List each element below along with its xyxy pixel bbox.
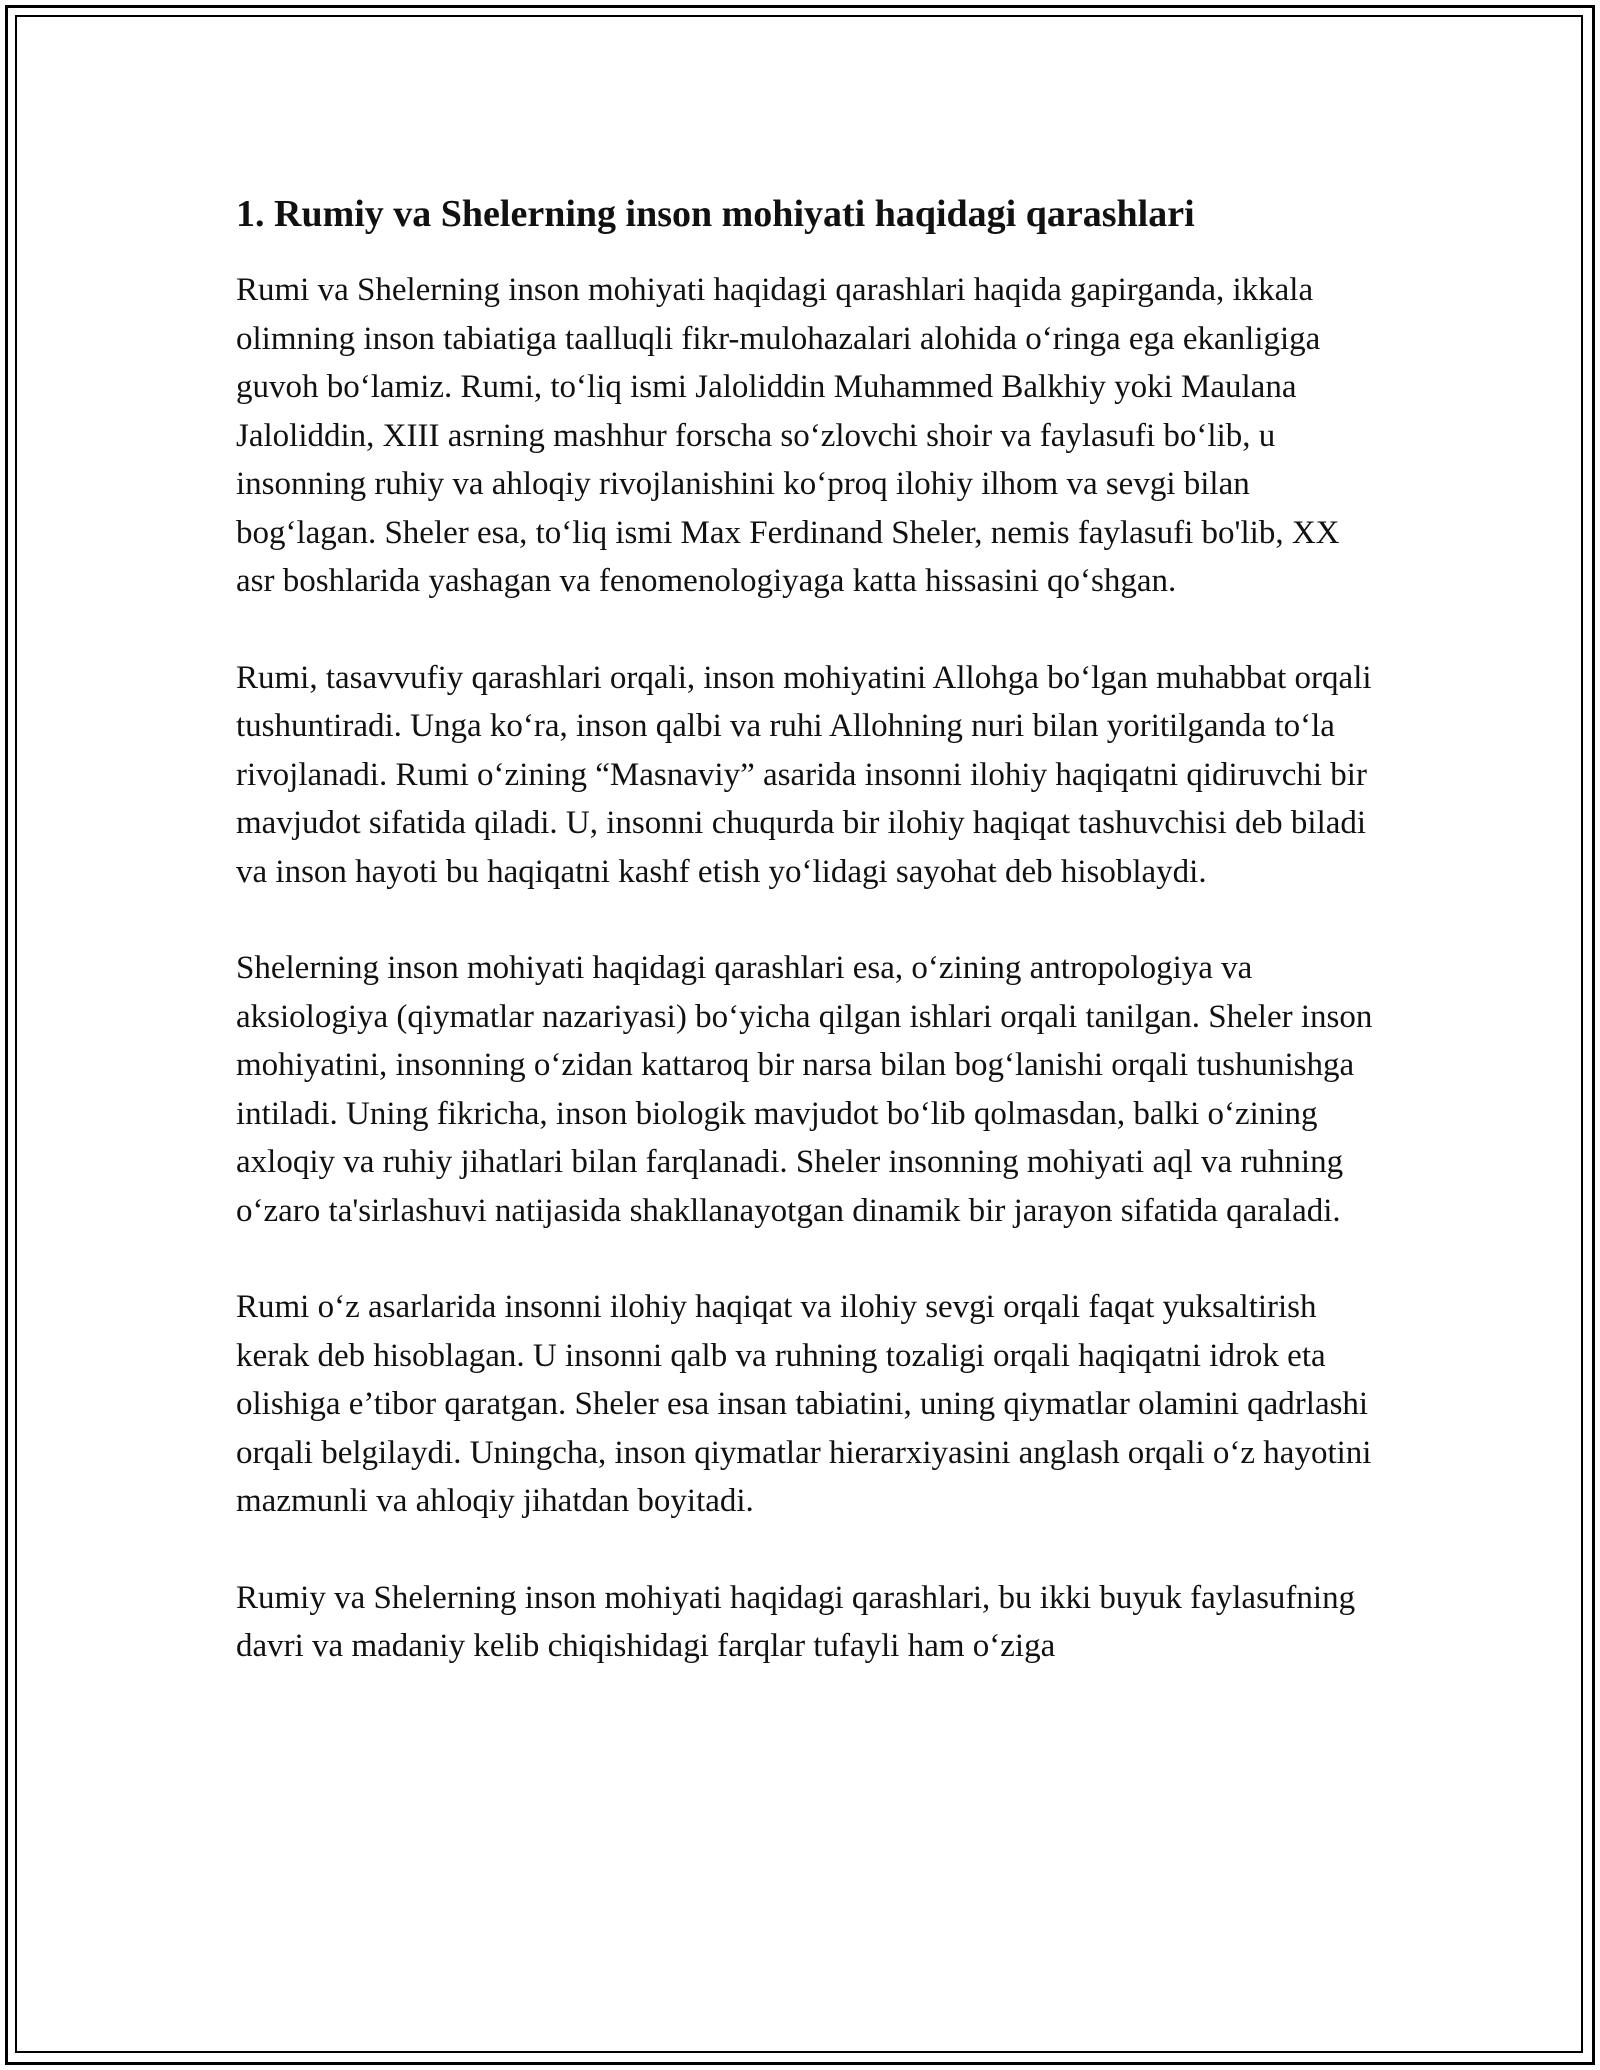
paragraph-1: Rumi va Shelerning inson mohiyati haqidagi qarashlari haqida gapirganda, ikkala olimning inson tabiatiga taalluqli fikr-mulohazalari alohida o‘ringa ega ekanligiga guvoh bo‘lamiz. Rumi, to‘liq ismi Jaloliddin Muhammed Balkhiy yoki Maulana Jaloliddin, XIII asrning mashhur forscha so‘zlovchi shoir va faylasufi bo‘lib, u insonning ruhiy va ahloqiy rivojlanishini ko‘proq ilohiy ilhom va sevgi bilan bog‘lagan. Sheler esa, to‘liq ismi Max Ferdinand Sheler, nemis faylasufi bo'lib, XX asr boshlarida yashagan va fenomenologiyaga katta hissasini qo‘shgan. [236,272,1340,599]
document-body [236,186,1376,1671]
section-heading: 1. Rumiy va Shelerning inson mohiyati haqidagi qarashlari [236,193,1195,235]
paragraph-5: Rumiy va Shelerning inson mohiyati haqidagi qarashlari, bu ikki buyuk faylasufning davri va madaniy kelib chiqishidagi farqlar tufayli ham o‘ziga [236,1579,1356,1664]
paragraph-3: Shelerning inson mohiyati haqidagi qarashlari esa, o‘zining antropologiya va aksiologiya (qiymatlar nazariyasi) bo‘yicha qilgan ishlari orqali tanilgan. Sheler inson mohiyatini, insonning o‘zidan kattaroq bir narsa bilan bog‘lanishi orqali tushunishga intiladi. Uning fikricha, inson biologik mavjudot bo‘lib qolmasdan, balki o‘zining axloqiy va ruhiy jihatlari bilan farqlanadi. Sheler insonning mohiyati aql va ruhning o‘zaro ta'sirlashuvi natijasida shakllanayotgan dinamik bir jarayon sifatida qaraladi. [236,950,1373,1229]
paragraph-4: Rumi o‘z asarlarida insonni ilohiy haqiqat va ilohiy sevgi orqali faqat yuksaltirish kerak deb hisoblagan. U insonni qalb va ruhning tozaligi orqali haqiqatni idrok eta olishiga e’tibor qaratgan. Sheler esa insan tabiatini, uning qiymatlar olamini qadrlashi orqali belgilaydi. Uningcha, inson qiymatlar hierarxiyasini anglash orqali o‘z hayotini mazmunli va ahloqiy jihatdan boyitadi. [236,1289,1372,1519]
paragraph-2: Rumi, tasavvufiy qarashlari orqali, inson mohiyatini Allohga bo‘lgan muhabbat orqali tushuntiradi. Unga ko‘ra, inson qalbi va ruhi Allohning nuri bilan yoritilganda to‘la rivojlanadi. Rumi o‘zining “Masnaviy” asarida insonni ilohiy haqiqatni qidiruvchi bir mavjudot sifatida qiladi. U, insonni chuqurda bir ilohiy haqiqat tashuvchisi deb biladi va inson hayoti bu haqiqatni kashf etish yo‘lidagi sayohat deb hisoblaydi. [236,659,1372,890]
